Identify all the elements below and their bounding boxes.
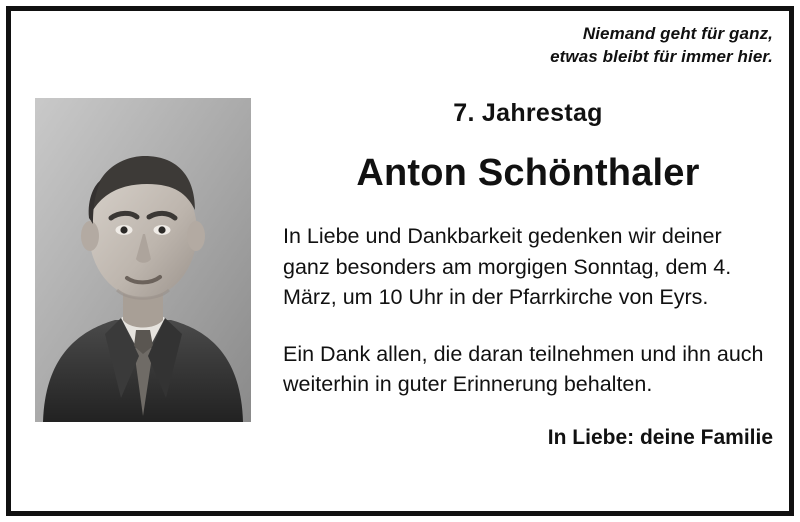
epitaph-text xyxy=(550,23,773,69)
portrait-illustration xyxy=(35,98,251,422)
epitaph-line-1: Niemand geht für ganz, xyxy=(582,24,773,43)
deceased-name: Anton Schönthaler xyxy=(356,152,700,194)
memorial-paragraph-2: Ein Dank allen, die daran teilnehmen und ihn auch weiterhin in guter Erinnerung behalten. xyxy=(283,341,764,397)
anniversary-title: 7. Jahrestag xyxy=(453,99,603,127)
card-inner xyxy=(11,11,789,511)
epitaph-line-2: etwas bleibt für immer hier. xyxy=(550,46,773,66)
portrait-photo xyxy=(35,98,251,422)
memorial-paragraph-1: In Liebe und Dankbarkeit gedenken wir deiner ganz besonders am morgigen Sonntag, dem 4. März, um 10 Uhr in der Pfarrkirche von Eyrs. xyxy=(283,224,732,310)
family-signature: In Liebe: deine Familie xyxy=(547,425,773,449)
card-text-column xyxy=(283,99,773,450)
